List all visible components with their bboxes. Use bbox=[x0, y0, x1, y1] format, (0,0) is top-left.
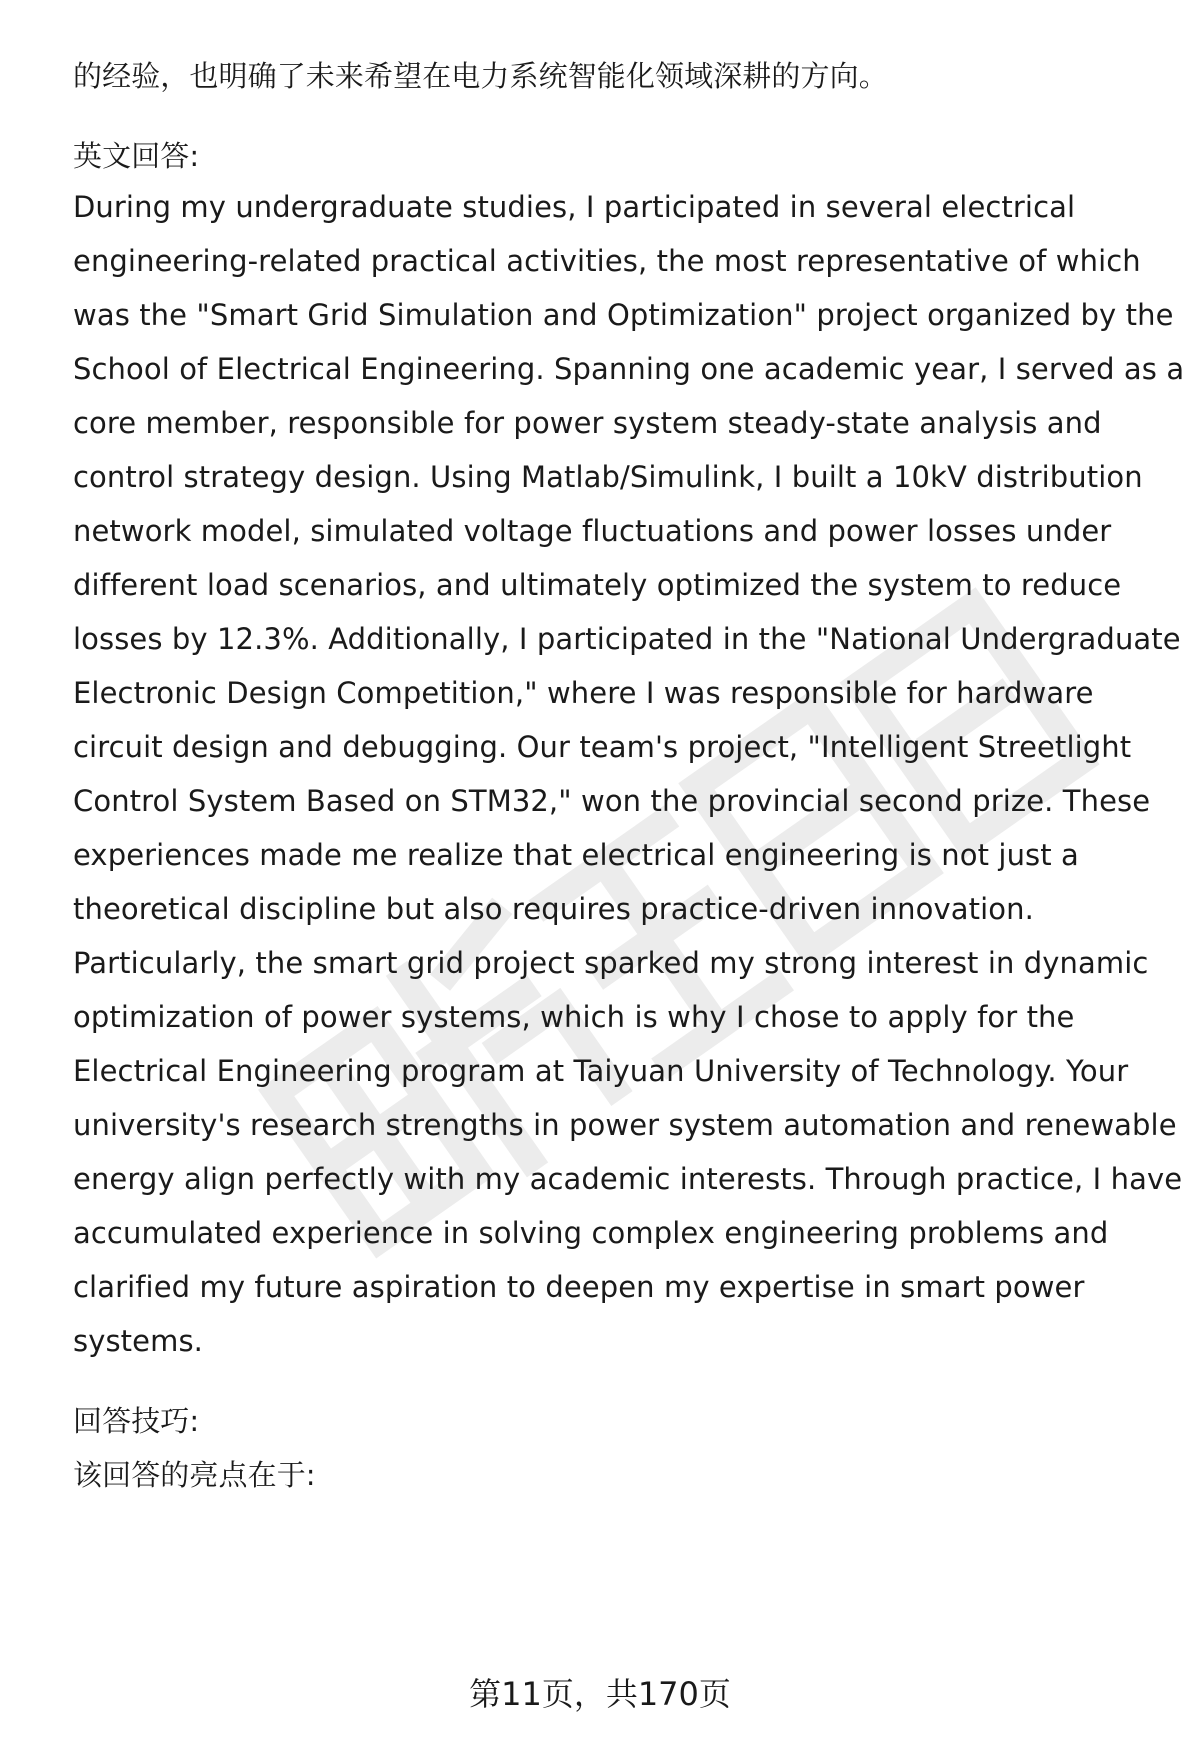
tips-subheading: 该回答的亮点在于: bbox=[73, 1458, 316, 1492]
answer-line: optimization of power systems, which is why I chose to apply for the bbox=[73, 1000, 1075, 1034]
answer-line: different load scenarios, and ultimately optimized the system to reduce bbox=[73, 568, 1122, 602]
answer-line: Electronic Design Competition," where I was responsible for hardware bbox=[73, 676, 1094, 710]
answer-line: losses by 12.3%. Additionally, I participated in the "National Undergraduate bbox=[73, 622, 1181, 656]
answer-line: systems. bbox=[73, 1324, 203, 1358]
answer-line: network model, simulated voltage fluctuations and power losses under bbox=[73, 514, 1112, 548]
answer-line: core member, responsible for power system steady-state analysis and bbox=[73, 406, 1102, 440]
intro-line: 的经验，也明确了未来希望在电力系统智能化领域深耕的方向。 bbox=[73, 59, 888, 93]
answer-line: School of Electrical Engineering. Spanning one academic year, I served as a bbox=[73, 352, 1185, 386]
answer-line: Particularly, the smart grid project sparked my strong interest in dynamic bbox=[73, 946, 1149, 980]
answer-line: circuit design and debugging. Our team's project, "Intelligent Streetlight bbox=[73, 730, 1132, 764]
tips-heading: 回答技巧: bbox=[73, 1404, 200, 1438]
answer-line: energy align perfectly with my academic interests. Through practice, I have bbox=[73, 1162, 1183, 1196]
answer-line: Electrical Engineering program at Taiyuan University of Technology. Your bbox=[73, 1054, 1129, 1088]
answer-line: university's research strengths in power system automation and renewable bbox=[73, 1108, 1177, 1142]
answer-line: theoretical discipline but also requires practice-driven innovation. bbox=[73, 892, 1034, 926]
answer-line: accumulated experience in solving complex engineering problems and bbox=[73, 1216, 1109, 1250]
answer-line: experiences made me realize that electrical engineering is not just a bbox=[73, 838, 1079, 872]
answer-line: engineering-related practical activities, the most representative of which bbox=[73, 244, 1141, 278]
page-number-footer: 第11页，共170页 bbox=[469, 1675, 731, 1713]
answer-line: Control System Based on STM32," won the provincial second prize. These bbox=[73, 784, 1151, 818]
answer-line: control strategy design. Using Matlab/Simulink, I built a 10kV distribution bbox=[73, 460, 1143, 494]
answer-line: During my undergraduate studies, I participated in several electrical bbox=[73, 190, 1076, 224]
answer-line: was the "Smart Grid Simulation and Optimization" project organized by the bbox=[73, 298, 1174, 332]
answer-line: clarified my future aspiration to deepen my expertise in smart power bbox=[73, 1270, 1085, 1304]
english-answer-heading: 英文回答: bbox=[73, 139, 200, 173]
